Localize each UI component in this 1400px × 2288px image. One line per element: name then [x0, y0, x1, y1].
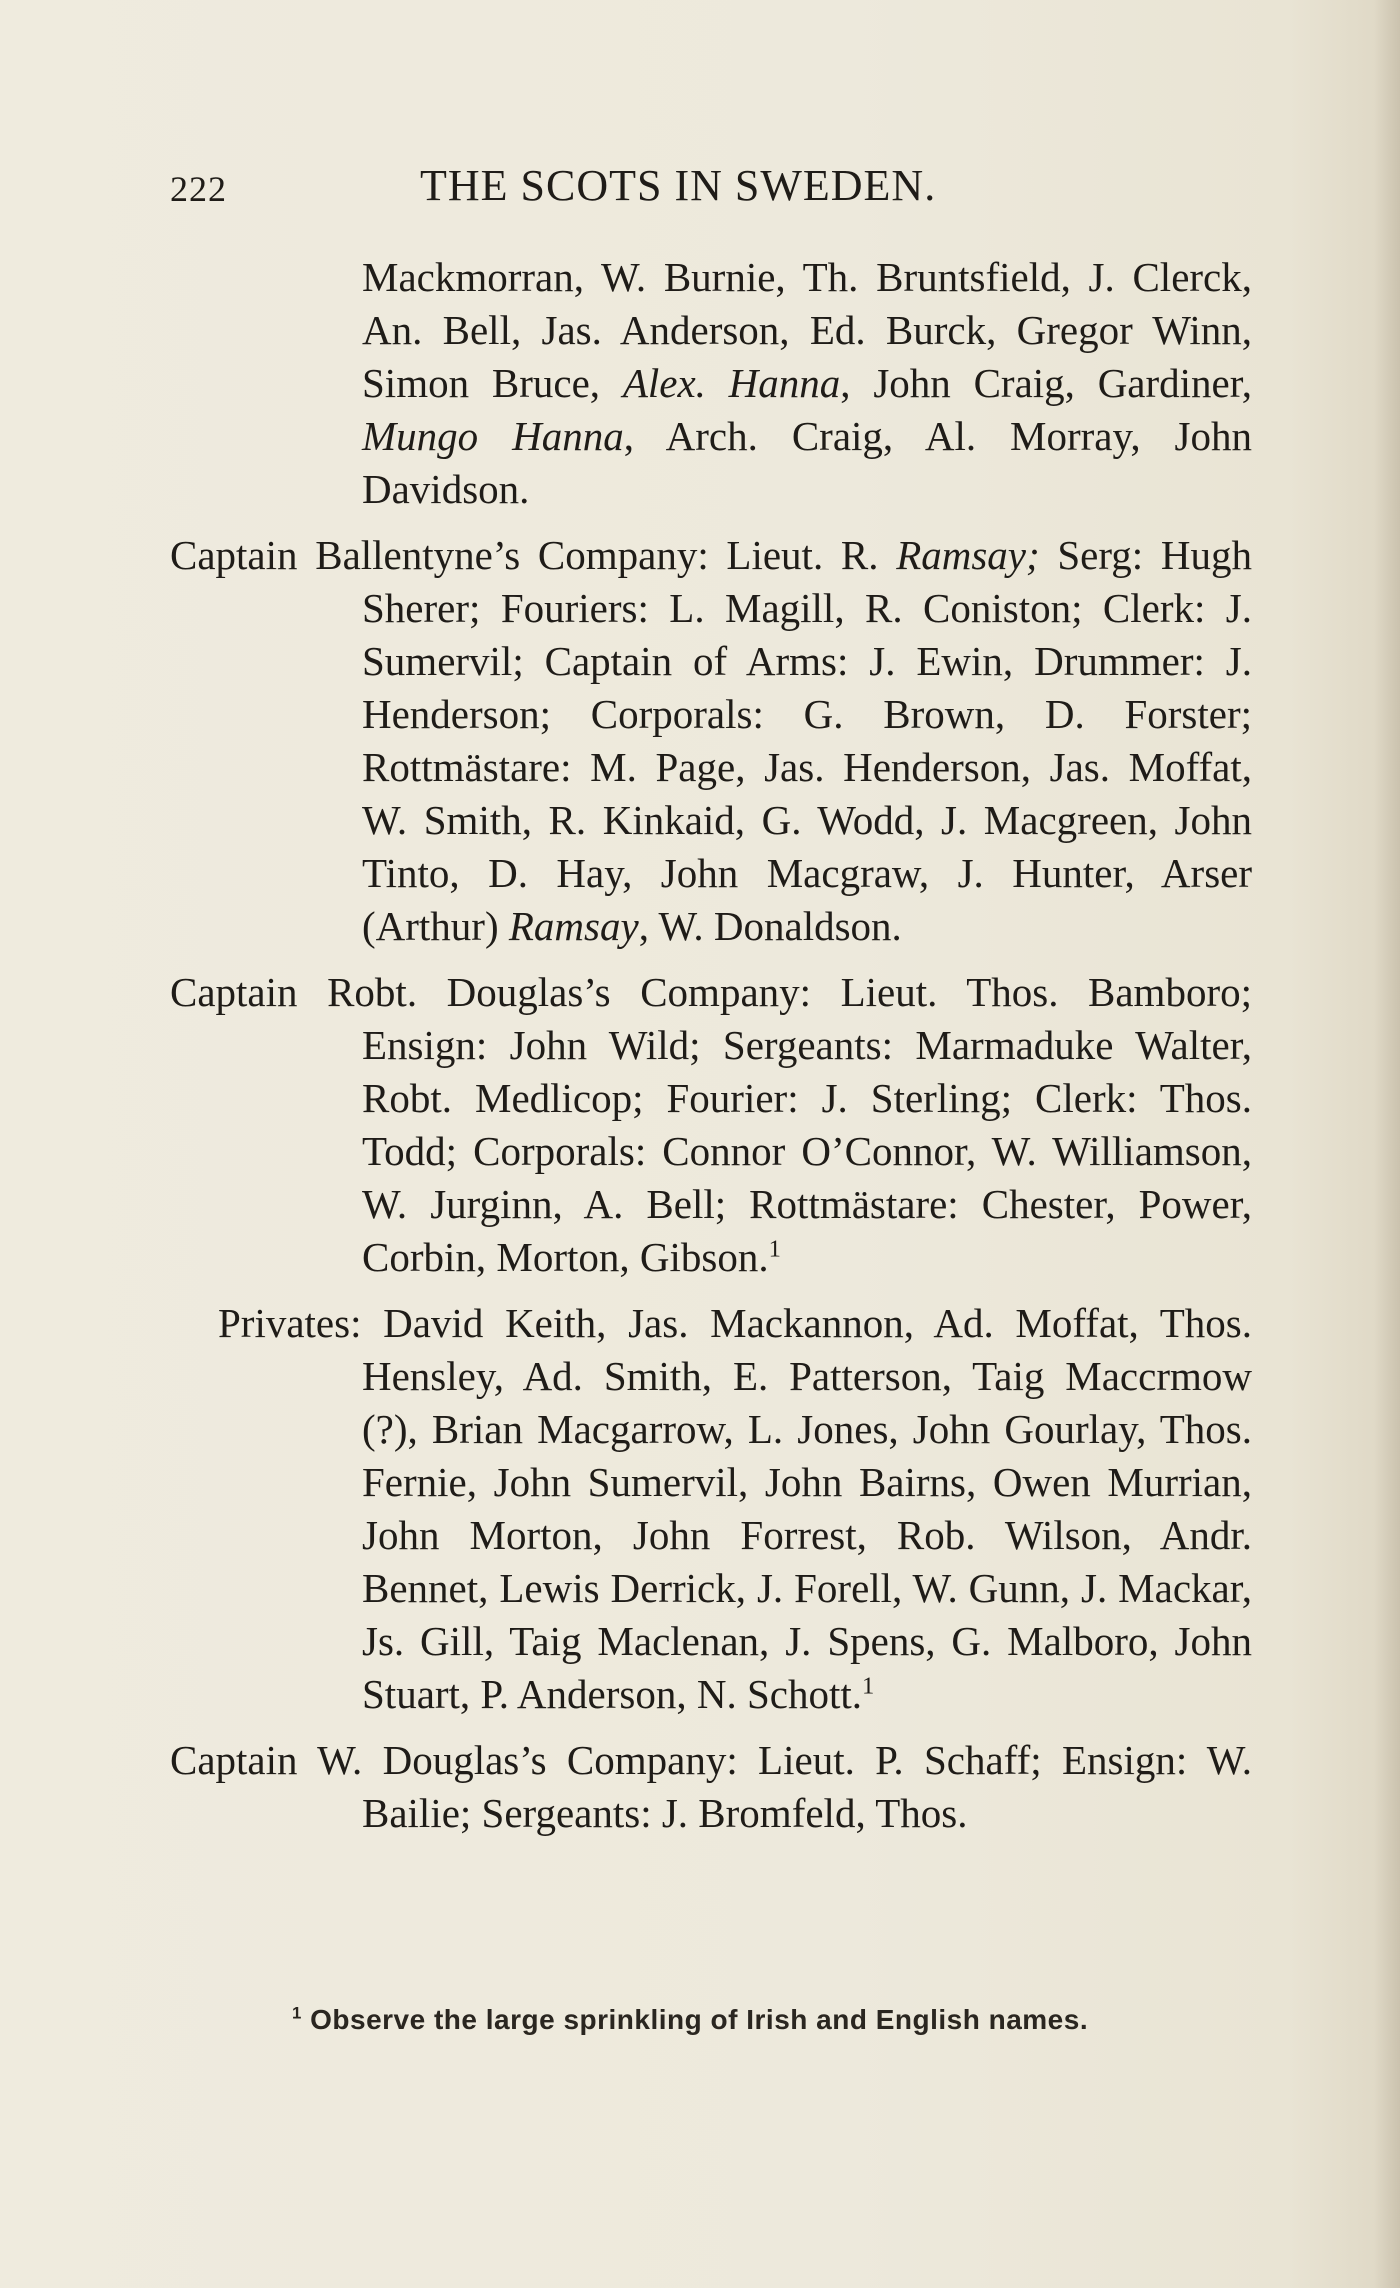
footnote-text: Observe the large sprinkling of Irish and English names. [301, 2004, 1089, 2035]
running-head: THE SCOTS IN SWEDEN. [420, 161, 937, 210]
paragraph-ballentyne-company [170, 529, 1252, 953]
italic-name: Ramsay; [896, 532, 1040, 578]
text-run: , John Craig, Gardiner, [840, 360, 1253, 406]
text-run: Captain W. Douglas’s Company: Lieut. P. Schaff; Ensign: W. Bailie; Sergeants: J. Bromfeld, Thos. [170, 1737, 1252, 1836]
text-run: Privates: David Keith, Jas. Mackannon, Ad. Moffat, Thos. Hensley, Ad. Smith, E. Patterson, Taig Maccrmow (?), Brian Macgarrow, L. Jones, John Gourlay, Thos. Fernie, John Sumervil, John Bairns, Owen Murrian, John Morton, John Forrest, Rob. Wilson, Andr. Bennet, Lewis Derrick, J. Forell, W. Gunn, J. Mackar, Js. Gill, Taig Maclenan, J. Spens, G. Malboro, John Stuart, P. Anderson, N. Schott. [218, 1300, 1252, 1717]
text-run: , W. Donaldson. [638, 903, 902, 949]
paragraph-privates [170, 1297, 1252, 1721]
footnote-ref: 1 [862, 1672, 875, 1700]
italic-name: Mungo Hanna [362, 413, 624, 459]
body-text [170, 251, 1252, 1853]
footnote [292, 2004, 1088, 2036]
text-run: Mackmorran, W. Burnie, Th. Bruntsfield, J. Clerck, An. Bell, Jas. Anderson, Ed. Burck, Gregor Winn, Simon Bruce, [362, 254, 1252, 406]
footnote-marker: 1 [292, 2003, 302, 2023]
page-header [170, 160, 1250, 220]
italic-name: Ramsay [508, 903, 639, 949]
paragraph-robt-douglas-company [170, 966, 1252, 1284]
page-number: 222 [170, 169, 227, 209]
page-edge-shadow [1374, 0, 1400, 2288]
text-run: Captain Ballentyne’s Company: Lieut. R. [170, 532, 897, 578]
footnote-ref: 1 [768, 1235, 781, 1263]
text-run: Captain Robt. Douglas’s Company: Lieut. Thos. Bamboro; Ensign: John Wild; Sergeants: Marmaduke Walter, Robt. Medlicop; Fourier: J. Sterling; Clerk: Thos. Todd; Corporals: Connor O’Connor, W. Williamson, W. Jurginn, A. Bell; Rottmästare: Chester, Power, Corbin, Morton, Gibson. [170, 969, 1252, 1280]
paragraph-continuation [170, 251, 1252, 516]
text-run: , Arch. Craig, Al. Morray, John Davidson. [362, 413, 1252, 512]
text-run: Serg: Hugh Sherer; Fouriers: L. Magill, R. Coniston; Clerk: J. Sumervil; Captain of Arms: J. Ewin, Drummer: J. Henderson; Corporals: G. Brown, D. Forster; Rottmästare: M. Page, Jas. Henderson, Jas. Moffat, W. Smith, R. Kinkaid, G. Wodd, J. Macgreen, John Tinto, D. Hay, John Macgraw, J. Hunter, Arser (Arthur) [362, 532, 1252, 949]
italic-name: Alex. Hanna [622, 360, 841, 406]
paragraph-w-douglas-company [170, 1734, 1252, 1840]
